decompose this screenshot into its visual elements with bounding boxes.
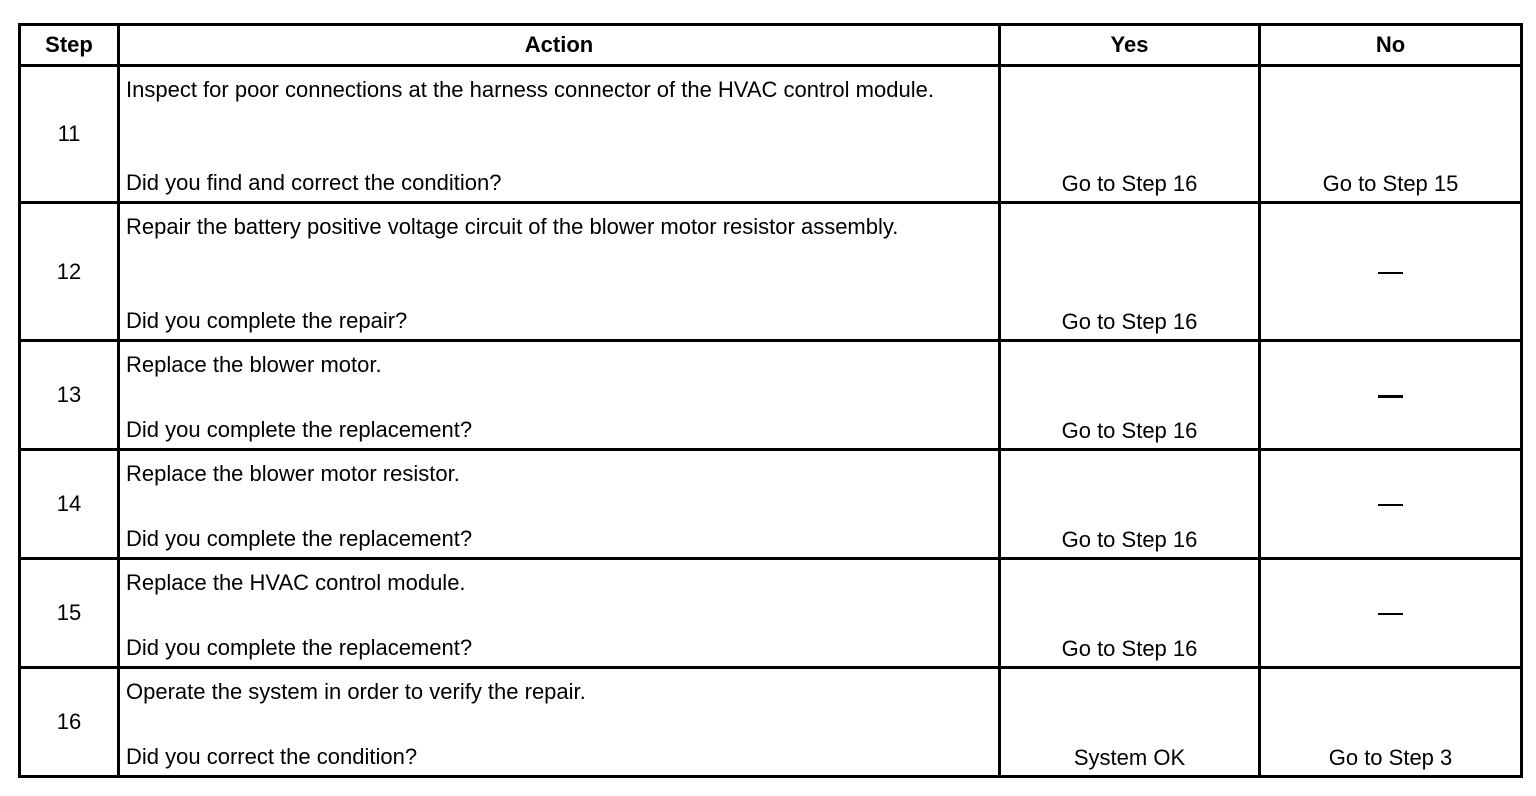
- yes-cell: [1000, 668, 1260, 777]
- action-question: Did you find and correct the condition?: [126, 169, 502, 195]
- no-cell: [1260, 668, 1522, 777]
- action-cell: [119, 559, 1000, 668]
- action-instruction: Inspect for poor connections at the harness connector of the HVAC control module.: [126, 76, 934, 102]
- action-cell: [119, 450, 1000, 559]
- dash-icon: [1378, 504, 1403, 506]
- action-cell: [119, 203, 1000, 341]
- diagnostic-table: [18, 23, 1523, 778]
- table-row: [20, 203, 1522, 341]
- dash-icon: [1378, 272, 1403, 274]
- yes-result: Go to Step 16: [1061, 527, 1198, 552]
- table-row: [20, 450, 1522, 559]
- no-cell: [1260, 203, 1522, 341]
- step-number: 16: [20, 668, 119, 777]
- action-question: Did you complete the replacement?: [126, 634, 473, 660]
- yes-result: Go to Step 16: [1061, 309, 1198, 334]
- no-cell: [1260, 66, 1522, 203]
- action-instruction: Replace the blower motor.: [126, 351, 382, 377]
- action-instruction: Replace the blower motor resistor.: [126, 460, 460, 486]
- yes-cell: [1000, 559, 1260, 668]
- header-action: Action: [119, 25, 1000, 66]
- no-cell: [1260, 341, 1522, 450]
- no-result: Go to Step 15: [1322, 171, 1459, 196]
- yes-result: System OK: [1073, 745, 1186, 770]
- step-number: 11: [20, 66, 119, 203]
- action-instruction: Replace the HVAC control module.: [126, 569, 466, 595]
- action-cell: [119, 341, 1000, 450]
- header-no: No: [1260, 25, 1522, 66]
- dash-icon: [1378, 395, 1403, 398]
- table-row: [20, 66, 1522, 203]
- step-number: 15: [20, 559, 119, 668]
- step-number: 14: [20, 450, 119, 559]
- yes-cell: [1000, 450, 1260, 559]
- table-row: [20, 341, 1522, 450]
- yes-result: Go to Step 16: [1061, 636, 1198, 661]
- header-row: [20, 25, 1522, 66]
- yes-result: Go to Step 16: [1061, 171, 1198, 196]
- action-cell: [119, 66, 1000, 203]
- action-question: Did you correct the condition?: [126, 743, 418, 769]
- action-cell: [119, 668, 1000, 777]
- dash-icon: [1378, 613, 1403, 615]
- no-result: Go to Step 3: [1328, 745, 1453, 770]
- action-question: Did you complete the replacement?: [126, 525, 473, 551]
- no-cell: [1260, 450, 1522, 559]
- table-row: [20, 668, 1522, 777]
- action-instruction: Operate the system in order to verify the repair.: [126, 678, 586, 704]
- no-cell: [1260, 559, 1522, 668]
- header-yes: Yes: [1000, 25, 1260, 66]
- yes-result: Go to Step 16: [1061, 418, 1198, 443]
- action-instruction: Repair the battery positive voltage circuit of the blower motor resistor assembly.: [126, 213, 899, 239]
- yes-cell: [1000, 341, 1260, 450]
- yes-cell: [1000, 66, 1260, 203]
- step-number: 13: [20, 341, 119, 450]
- action-question: Did you complete the replacement?: [126, 416, 473, 442]
- action-question: Did you complete the repair?: [126, 307, 408, 333]
- header-step: Step: [20, 25, 119, 66]
- yes-cell: [1000, 203, 1260, 341]
- step-number: 12: [20, 203, 119, 341]
- table-row: [20, 559, 1522, 668]
